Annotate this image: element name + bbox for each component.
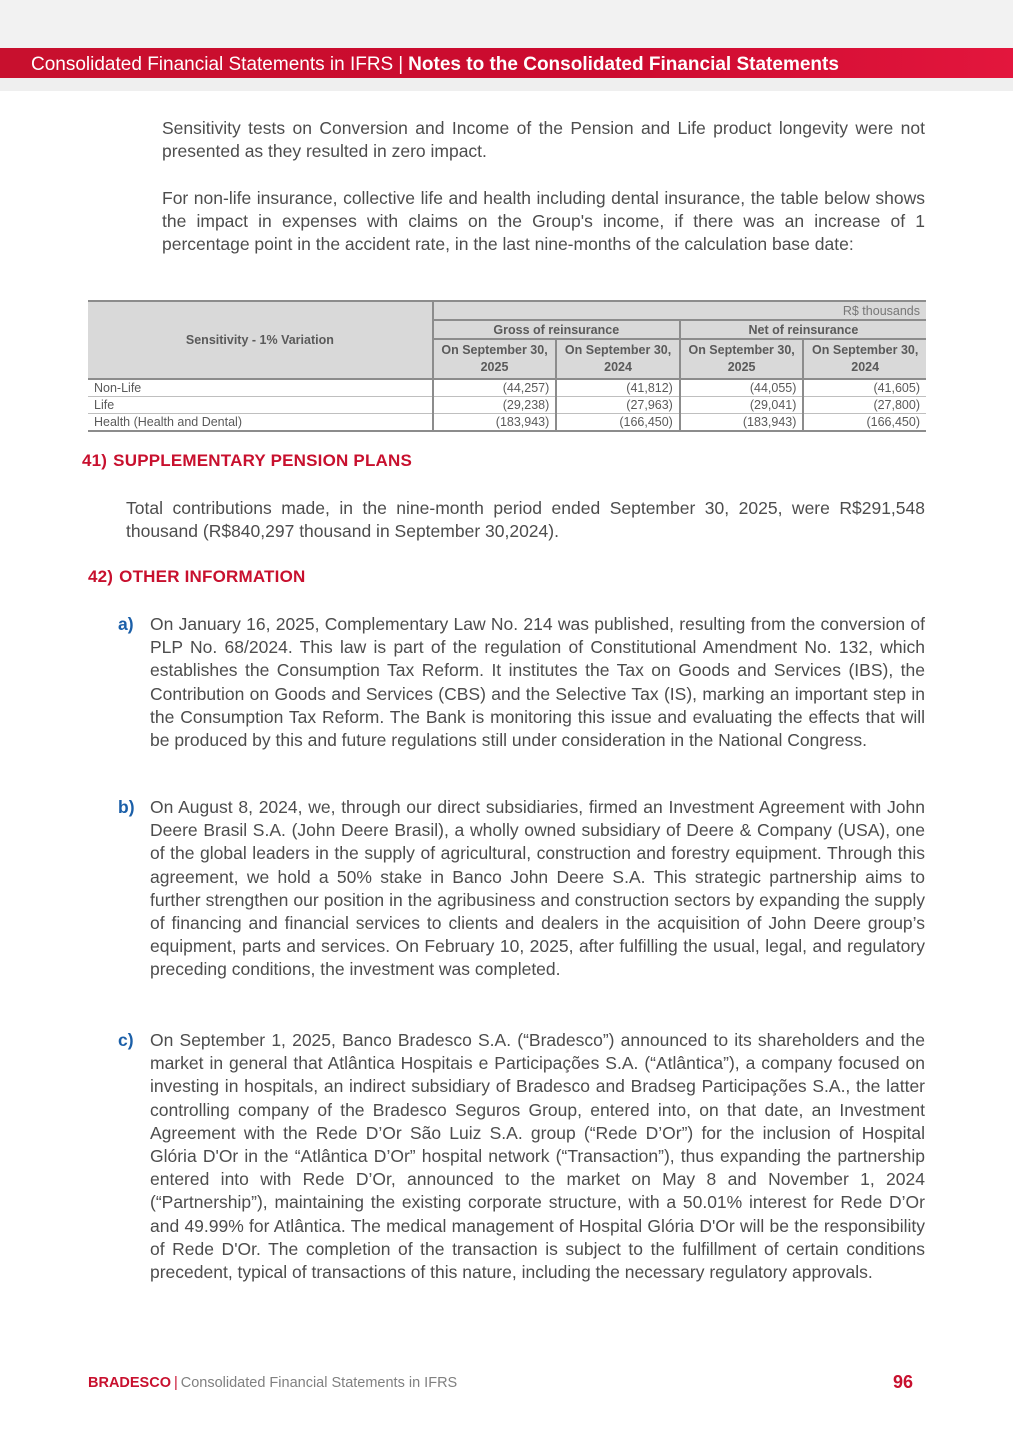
table-row-label: Non-Life	[88, 379, 433, 397]
footer-subtitle: Consolidated Financial Statements in IFRS	[180, 1375, 458, 1391]
table-cell: (166,450)	[803, 414, 926, 432]
page-footer	[88, 1375, 457, 1391]
table-row-label: Life	[88, 397, 433, 414]
top-margin-band	[0, 0, 1013, 48]
table-cell: (27,963)	[556, 397, 680, 414]
table-cell: (29,041)	[680, 397, 804, 414]
table-cell: (44,055)	[680, 379, 804, 397]
table-unit-label: R$ thousands	[433, 301, 926, 320]
section-41-text: Total contributions made, in the nine-month period ended September 30, 2025, were R$291,548 thousand (R$840,297 thousand in September 30,2024).	[126, 498, 925, 542]
table-row-label: Health (Health and Dental)	[88, 414, 433, 432]
section-41-heading	[82, 451, 412, 471]
section-42-heading	[88, 567, 305, 587]
list-item-text: On January 16, 2025, Complementary Law No. 214 was published, resulting from the conversion of PLP No. 68/2024. This law is part of the regulation of Constitutional Amendment No. 132, which establishes the Consumption Tax Reform. It institutes the Tax on Goods and Services (IBS), the Contribution on Goods and Services (CBS) and the Selective Tax (IS), marking an important step in the Consumption Tax Reform. The Bank is monitoring this issue and evaluating the effects that will be produced by this and future regulations still under consideration in the National Congress.	[150, 614, 925, 751]
table-row	[88, 414, 926, 432]
table-group-net: Net of reinsurance	[680, 320, 926, 339]
table-column-header: On September 30, 2024	[556, 339, 680, 379]
table-row	[88, 379, 926, 397]
list-item-text: On September 1, 2025, Banco Bradesco S.A. (“Bradesco”) announced to its shareholders and the market in general that Atlântica Hospitais e Participações S.A. (“Atlântica”), a company focused on investing in hospitals, an indirect subsidiary of Bradesco and Bradseg Participações S.A., the latter controlling company of the Bradesco Seguros Group, entered into, on that date, an Investment Agreement with the Rede D’Or São Luiz S.A. group (“Rede D’Or”) for the inclusion of Hospital Glória D'Or in the “Atlântica D’Or” hospital network (“Transaction”), thus expanding the partnership entered into with Rede D’Or, announced to the market on May 8 and November 1, 2024 (“Partnership”), maintaining the existing corporate structure, with a 50.01% interest for Rede D’Or and 49.99% for Atlântica. The medical management of Hospital Glória D'Or will be the responsibility of Rede D'Or. The completion of the transaction is subject to the fulfillment of certain conditions precedent, typical of transactions of this nature, including the necessary regulatory approvals.	[150, 1030, 925, 1283]
table-cell: (183,943)	[680, 414, 804, 432]
document-header-bar	[0, 48, 1013, 78]
table-row-header: Sensitivity - 1% Variation	[88, 301, 433, 379]
table-cell: (27,800)	[803, 397, 926, 414]
page-number: 96	[892, 1372, 913, 1392]
table-column-header: On September 30, 2024	[803, 339, 926, 379]
table-group-gross: Gross of reinsurance	[433, 320, 680, 339]
section-42-title: OTHER INFORMATION	[119, 567, 306, 586]
section-41-number: 41)	[82, 451, 108, 470]
list-item-letter: a)	[118, 614, 134, 634]
header-separator: |	[398, 54, 404, 75]
header-under-band	[0, 78, 1013, 91]
intro-paragraph-2: For non-life insurance, collective life and health including dental insurance, the table below shows the impact in expenses with claims on the Group's income, if there was an increase of 1 percentage point in the accident rate, in the last nine-months of the calculation base date:	[162, 188, 925, 255]
section-42-number: 42)	[88, 567, 114, 586]
header-document-title: Consolidated Financial Statements in IFRS	[31, 54, 394, 75]
footer-brand: BRADESCO	[88, 1375, 171, 1391]
table-cell: (29,238)	[433, 397, 557, 414]
table-cell: (183,943)	[433, 414, 557, 432]
list-item-letter: b)	[118, 797, 135, 817]
table-column-header: On September 30, 2025	[433, 339, 557, 379]
table-cell: (166,450)	[556, 414, 680, 432]
table-cell: (44,257)	[433, 379, 557, 397]
list-item-letter: c)	[118, 1030, 134, 1050]
section-41-title: SUPPLEMENTARY PENSION PLANS	[113, 451, 413, 470]
intro-paragraph-1: Sensitivity tests on Conversion and Income of the Pension and Life product longevity were not presented as they resulted in zero impact.	[162, 118, 925, 162]
header-section-title: Notes to the Consolidated Financial Statements	[408, 54, 839, 75]
sensitivity-table	[88, 300, 926, 432]
list-item-text: On August 8, 2024, we, through our direct subsidiaries, firmed an Investment Agreement with John Deere Brasil S.A. (John Deere Brasil), a wholly owned subsidiary of Deere & Company (USA), one of the global leaders in the supply of agricultural, construction and forestry equipment. Through this agreement, we hold a 50% stake in Banco John Deere S.A. This strategic partnership aims to further strengthen our position in the agribusiness and construction sectors by expanding the supply of financing and financial services to clients and dealers in the acquisition of John Deere group’s equipment, parts and services. On February 10, 2025, after fulfilling the usual, legal, and regulatory preceding conditions, the investment was completed.	[150, 797, 925, 980]
table-column-header: On September 30, 2025	[680, 339, 804, 379]
table-cell: (41,605)	[803, 379, 926, 397]
table-row	[88, 397, 926, 414]
footer-separator: |	[173, 1375, 178, 1391]
table-cell: (41,812)	[556, 379, 680, 397]
